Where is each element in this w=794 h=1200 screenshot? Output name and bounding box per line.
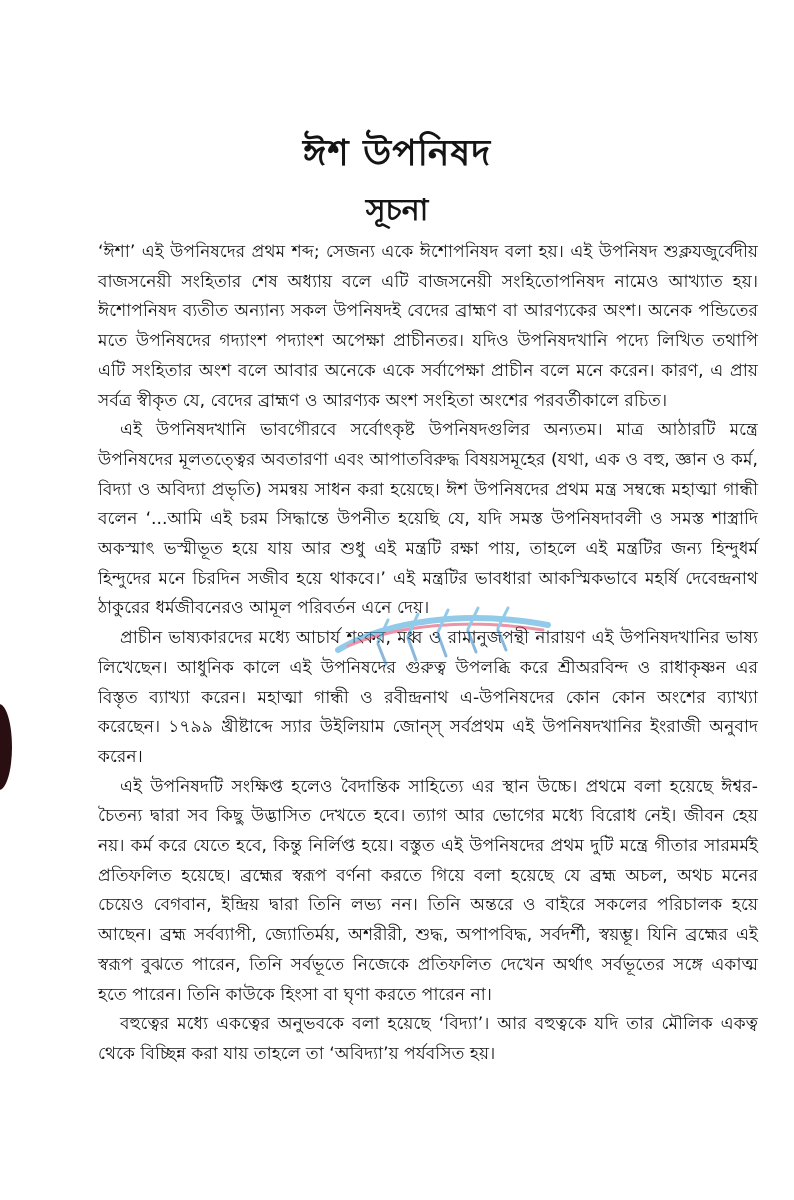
paragraph-4: এই উপনিষদটি সংক্ষিপ্ত হলেও বৈদান্তিক সাহিত্যে এর স্থান উচ্চে। প্রথমে বলা হয়েছে ঈশ্বর-চৈতন্য দ্বারা সব কিছু উদ্ভাসিত দেখতে হবে। ত্যাগ আর ভোগের মধ্যে বিরোধ নেই। জীবন হেয় নয়। কর্ম করে যেতে হবে, কিন্তু নির্লিপ্ত হয়ে। বস্তুত এই উপনিষদের প্রথম দুটি মন্ত্রে গীতার সারমর্মই প্রতিফলিত হয়েছে। ব্রহ্মের স্বরূপ বর্ণনা করতে গিয়ে বলা হয়েছে যে ব্রহ্ম অচল, অথচ মনের চেয়েও বেগবান, ইন্দ্রিয় দ্বারা তিনি লভ্য নন। তিনি অন্তরে ও বাইরে সকলের পরিচালক হয়ে আছেন। ব্রহ্ম সর্বব্যাপী, জ্যোতির্ময়, অশরীরী, শুদ্ধ, অপাপবিদ্ধ, সর্বদর্শী, স্বয়ম্ভূ। যিনি ব্রহ্মের এই স্বরূপ বুঝতে পারেন, তিনি সর্বভূতে নিজেকে প্রতিফলিত দেখেন অর্থাৎ সর্বভূতের সঙ্গে একাত্ম হতে পারেন। তিনি কাউকে হিংসা বা ঘৃণা করতে পারেন না।	[98, 776, 758, 1005]
paragraph-3: প্রাচীন ভাষ্যকারদের মধ্যে আচার্য শংকর, মধ্ব ও রামানুজপন্থী নারায়ণ এই উপনিষদখানির ভাষ্য লিখেছেন। আধুনিক কালে এই উপনিষদের গুরুত্ব উপলব্ধি করে শ্রীঅরবিন্দ ও রাধাকৃষ্ণন এর বিস্তৃত ব্যাখ্যা করেন। মহাত্মা গান্ধী ও রবীন্দ্রনাথ এ-উপনিষদের কোন কোন অংশের ব্যাখ্যা করেছেন। ১৭৯৯ খ্রীষ্টাব্দে স্যার উইলিয়াম জোন্‌স্ সর্বপ্রথম এই উপনিষদখানির ইংরাজী অনুবাদ করেন।	[98, 628, 758, 767]
paragraph-2: এই উপনিষদখানি ভাবগৌরবে সর্বোৎকৃষ্ট উপনিষদগুলির অন্যতম। মাত্র আঠারটি মন্ত্রে উপনিষদের মূলতত্ত্বের অবতারণা এবং আপাতবিরুদ্ধ বিষয়সমূহের (যথা, এক ও বহু, জ্ঞান ও কর্ম, বিদ্যা ও অবিদ্যা প্রভৃতি) সমন্বয় সাধন করা হয়েছে। ঈশ উপনিষদের প্রথম মন্ত্র সম্বন্ধে মহাত্মা গান্ধী বলেন ‘...আমি এই চরম সিদ্ধান্তে উপনীত হয়েছি যে, যদি সমস্ত উপনিষদাবলী ও সমস্ত শাস্ত্রাদি অকস্মাৎ ভস্মীভূত হয়ে যায় আর শুধু এই মন্ত্রটি রক্ষা পায়, তাহলে এই মন্ত্রটির জন্য হিন্দুধর্ম হিন্দুদের মনে চিরদিন সজীব হয়ে থাকবে।’ এই মন্ত্রটির ভাবধারা আকস্মিকভাবে মহর্ষি দেবেন্দ্রনাথ ঠাকুরের ধর্মজীবনেরও আমূল পরিবর্তন এনে দেয়।	[98, 420, 758, 619]
body-text	[98, 238, 758, 1070]
page-title: ঈশ উপনিষদ	[302, 133, 492, 174]
section-subtitle: সূচনা	[365, 193, 429, 228]
paragraph-5: বহুত্বের মধ্যে একত্বের অনুভবকে বলা হয়েছে ‘বিদ্যা’। আর বহুত্বকে যদি তার মৌলিক একত্ব থেকে বিচ্ছিন্ন করা যায় তাহলে তা ‘অবিদ্যা’য় পর্যবসিত হয়।	[98, 1014, 758, 1064]
paragraph-1: ‘ঈশা’ এই উপনিষদের প্রথম শব্দ; সেজন্য একে ঈশোপনিষদ বলা হয়। এই উপনিষদ শুক্লযজুর্বেদীয় বাজসনেয়ী সংহিতার শেষ অধ্যায় বলে এটি বাজসনেয়ী সংহিতোপনিষদ নামেও আখ্যাত হয়। ঈশোপনিষদ ব্যতীত অন্যান্য সকল উপনিষদই বেদের ব্রাহ্মণ বা আরণ্যকের অংশ। অনেক পন্ডিতের মতে উপনিষদের গদ্যাংশ পদ্যাংশ অপেক্ষা প্রাচীনতর। যদিও উপনিষদখানি পদ্যে লিখিত তথাপি এটি সংহিতার অংশ বলে আবার অনেকে একে সর্বাপেক্ষা প্রাচীন বলে মনে করেন। কারণ, এ প্রায় সর্বত্র স্বীকৃত যে, বেদের ব্রাহ্মণ ও আরণ্যক অংশ সংহিতা অংশের পরবর্তীকালে রচিত।	[98, 242, 758, 411]
page-edge-shadow	[0, 704, 12, 790]
